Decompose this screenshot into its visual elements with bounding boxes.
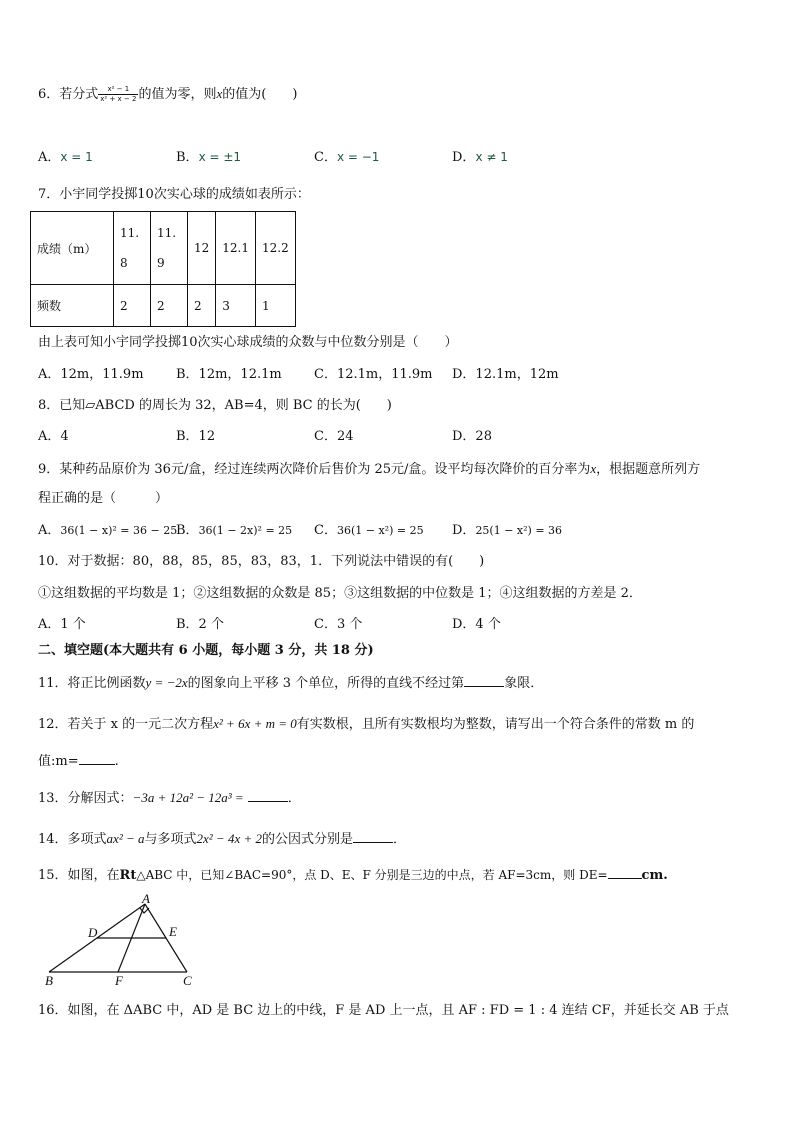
q9-option-c: C．36(1 − x²) = 25 [314, 523, 424, 538]
q10-option-d: D．4 个 [452, 617, 501, 632]
q9-stem-line1: 9．某种药品原价为 36元/盒，经过连续两次降价后售价为 25元/盒。设平均每次降价的百分率为x，根据题意所列方 [38, 461, 701, 477]
q15-triangle-figure [40, 892, 210, 987]
label-b: B [45, 973, 53, 987]
table-cell: 11. 8 [114, 212, 151, 285]
q6-prefix: 6．若分式 [38, 87, 99, 102]
q9-option-b: B．36(1 − 2x)² = 25 [176, 523, 293, 538]
q6-var: x [216, 86, 223, 101]
q15-answer-blank[interactable] [608, 866, 642, 879]
q14-formula-1: ax² − a [106, 831, 145, 846]
q14-answer-blank[interactable] [353, 830, 393, 843]
q7-option-c: C．12.1m，11.9m [314, 367, 433, 382]
q9-option-a: A．36(1 − x)² = 36 − 25 [38, 523, 178, 538]
q12-formula: x² + 6x + m = 0 [213, 716, 297, 731]
q12-stem: 12．若关于 x 的一元二次方程x² + 6x + m = 0有实数根，且所有实数根均为整数，请写出一个符合条件的常数 m 的 [38, 716, 695, 732]
table-cell: 2 [188, 285, 216, 327]
q8-option-c: C．24 [314, 429, 354, 444]
q10-option-b: B．2 个 [176, 617, 224, 632]
q6-fraction-numerator: x² − 1 [98, 85, 138, 95]
q7-score-table [30, 211, 296, 327]
q14-stem: 14．多项式ax² − a与多项式2x² − 4x + 2的公因式分别是 ． [38, 831, 407, 847]
label-d: D [88, 925, 98, 940]
table-row [31, 212, 296, 285]
q8-stem: 8．已知▱ABCD 的周长为 32，AB=4，则 BC 的长为( ) [38, 398, 392, 413]
table-cell: 3 [216, 285, 256, 327]
q6-middle: 的值为零，则 [138, 87, 217, 102]
label-a: A [142, 892, 150, 906]
q16-stem: 16．如图，在 ΔABC 中，AD 是 BC 边上的中线，F 是 AD 上一点，且 AF : FD = 1 : 4 连结 CF，并延长交 AB 于点 [38, 1003, 729, 1018]
label-f: F [115, 973, 123, 987]
table-cell: 12.2 [256, 212, 296, 285]
q9-stem-line2: 程正确的是（ ） [38, 491, 169, 506]
q10-statements: ①这组数据的平均数是 1；②这组数据的众数是 85；③这组数据的中位数是 1；④这组数据的方差是 2． [38, 586, 642, 601]
q10-option-a: A．1 个 [38, 617, 86, 632]
q11-stem: 11．将正比例函数y = −2x的图象向上平移 3 个单位，所得的直线不经过第 象限． [38, 675, 544, 691]
q6-option-b: B．x = ±1 [176, 150, 242, 165]
q8-option-b: B．12 [176, 429, 216, 444]
table-cell: 2 [151, 285, 188, 327]
q8-option-a: A．4 [38, 429, 69, 444]
q13-formula: −3a + 12a² − 12a³ = [132, 790, 244, 805]
table-cell: 2 [114, 285, 151, 327]
q6-stem [38, 85, 297, 104]
label-e: E [169, 924, 177, 939]
q7-question: 由上表可知小宇同学投掷10次实心球成绩的众数与中位数分别是（ ） [38, 335, 458, 350]
q7-option-d: D．12.1m，12m [452, 367, 559, 382]
table-cell: 频数 [31, 285, 114, 327]
table-row [31, 285, 296, 327]
q11-answer-blank[interactable] [464, 674, 504, 687]
q6-option-c: C．x = −1 [314, 150, 380, 165]
q7-stem: 7．小宇同学投掷10次实心球的成绩如表所示： [38, 187, 310, 202]
q12-stem-line2: 值:m= . [38, 754, 119, 769]
q10-stem: 10．对于数据：80，88，85，85，83，83，1．下列说法中错误的有( ) [38, 554, 485, 569]
q13-stem: 13．分解因式：−3a + 12a² − 12a³ = ． [38, 790, 301, 806]
table-cell: 11. 9 [151, 212, 188, 285]
q9-var: x [590, 461, 597, 476]
q8-option-d: D．28 [452, 429, 492, 444]
table-cell: 1 [256, 285, 296, 327]
q14-formula-2: 2x² − 4x + 2 [196, 831, 262, 846]
q12-answer-blank[interactable] [79, 752, 115, 765]
q6-fraction-denominator: x² + x − 2 [100, 95, 137, 103]
table-cell: 成绩（m） [31, 212, 114, 285]
q13-answer-blank[interactable] [248, 789, 288, 802]
q6-fraction [98, 85, 138, 104]
q6-option-d: D．x ≠ 1 [452, 150, 508, 165]
table-cell: 12 [188, 212, 216, 285]
q9-option-d: D．25(1 − x²) = 36 [452, 523, 563, 538]
q15-stem: 15．如图，在Rt△ABC 中，已知∠BAC=90°，点 D、E、F 分别是三边的中点，若 AF=3cm，则 DE= cm. [38, 868, 668, 883]
label-c: C [183, 973, 192, 987]
q10-option-c: C．3 个 [314, 617, 363, 632]
q6-suffix: 的值为( ) [222, 87, 298, 102]
section-title: 二、填空题(本大题共有 6 小题，每小题 3 分，共 18 分) [38, 643, 374, 658]
q7-option-b: B．12m，12.1m [176, 367, 282, 382]
table-cell: 12.1 [216, 212, 256, 285]
q6-option-a: A．x = 1 [38, 150, 93, 165]
q7-option-a: A．12m，11.9m [38, 367, 144, 382]
q11-formula: y = −2x [145, 675, 188, 690]
